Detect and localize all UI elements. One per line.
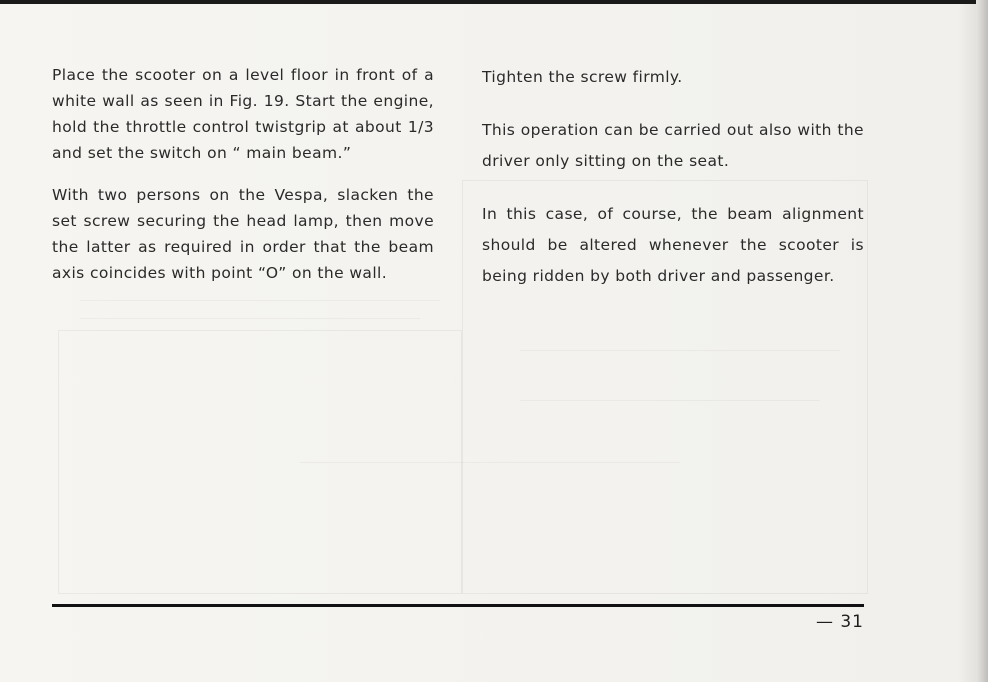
right-column [482, 62, 864, 292]
footer-rule [52, 604, 864, 607]
paragraph: In this case, of course, the beam alignment should be altered whenever the scooter is being ridden by both driver and passenger. [482, 205, 864, 285]
show-through-line [520, 400, 820, 401]
left-column [52, 62, 434, 286]
show-through-line [80, 318, 420, 319]
page-edge [976, 0, 988, 682]
paragraph: Tighten the screw firmly. [482, 68, 683, 86]
show-through-line [520, 350, 840, 351]
show-through-line [80, 300, 440, 301]
show-through-line [300, 462, 680, 463]
paragraph: With two persons on the Vespa, slacken the set screw securing the head lamp, then move the latter as required in order that the beam axis coincides with point “O” on the wall. [52, 186, 434, 282]
page-number: — 31 [815, 612, 864, 632]
paragraph: This operation can be carried out also with the driver only sitting on the seat. [482, 121, 864, 170]
paragraph: Place the scooter on a level floor in front of a white wall as seen in Fig. 19. Start the engine, hold the throttle control twistgrip at about 1/3 and set the switch on “ main beam.” [52, 66, 434, 162]
top-edge [0, 0, 988, 4]
